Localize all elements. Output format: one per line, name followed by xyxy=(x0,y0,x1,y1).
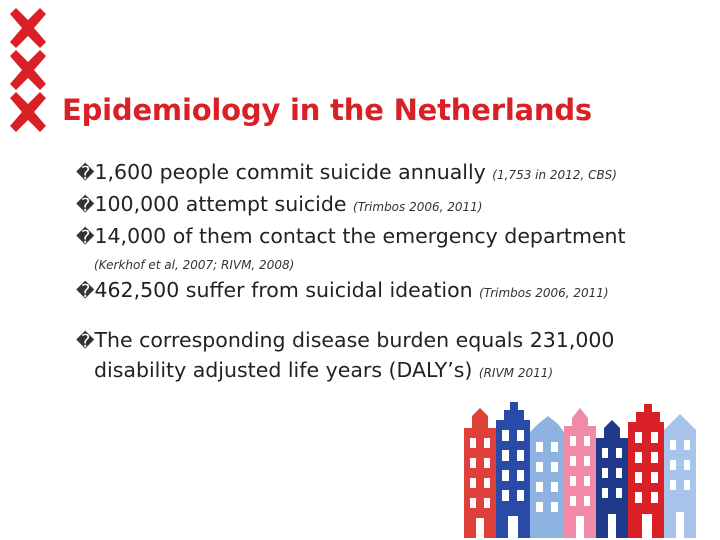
cross-icon xyxy=(6,92,50,132)
bullet-glyph: � xyxy=(76,227,95,248)
paragraph-line xyxy=(76,326,636,356)
bullet-item xyxy=(76,158,636,190)
bullet-list xyxy=(76,158,636,388)
house-2 xyxy=(496,402,530,538)
citation: (1,753 in 2012, CBS) xyxy=(492,168,617,182)
canal-houses-illustration xyxy=(458,398,703,538)
house-7 xyxy=(664,414,696,538)
cross-icon xyxy=(6,8,50,48)
bullet-glyph: � xyxy=(76,195,95,216)
amsterdam-crosses xyxy=(6,8,60,134)
cross-icon xyxy=(6,50,50,90)
paragraph-text: disability adjusted life years (DALY’s) xyxy=(94,358,479,382)
bullet-text: 1,600 people commit suicide annually xyxy=(94,160,493,184)
citation: (Trimbos 2006, 2011) xyxy=(353,200,483,214)
house-3 xyxy=(530,416,564,538)
house-6 xyxy=(628,404,664,538)
citation: (Trimbos 2006, 2011) xyxy=(479,286,609,300)
paragraph-line xyxy=(76,356,636,388)
bullet-text: 462,500 suffer from suicidal ideation xyxy=(94,278,480,302)
bullet-glyph: � xyxy=(76,163,95,184)
bullet-item xyxy=(76,190,636,222)
bullet-text: 100,000 attempt suicide xyxy=(94,192,354,216)
page-title: Epidemiology in the Netherlands xyxy=(62,93,592,127)
bullet-item xyxy=(76,276,636,308)
house-1 xyxy=(464,408,496,538)
bullet-glyph: � xyxy=(76,331,95,352)
bullet-glyph: � xyxy=(76,281,95,302)
house-5 xyxy=(596,420,628,538)
bullet-text: 14,000 of them contact the emergency department xyxy=(94,224,626,248)
citation: (Kerkhof et al, 2007; RIVM, 2008) xyxy=(94,258,295,272)
bullet-item xyxy=(76,222,636,252)
house-4 xyxy=(564,408,596,538)
paragraph-text: The corresponding disease burden equals 231,000 xyxy=(94,328,615,352)
citation: (RIVM 2011) xyxy=(478,366,554,380)
